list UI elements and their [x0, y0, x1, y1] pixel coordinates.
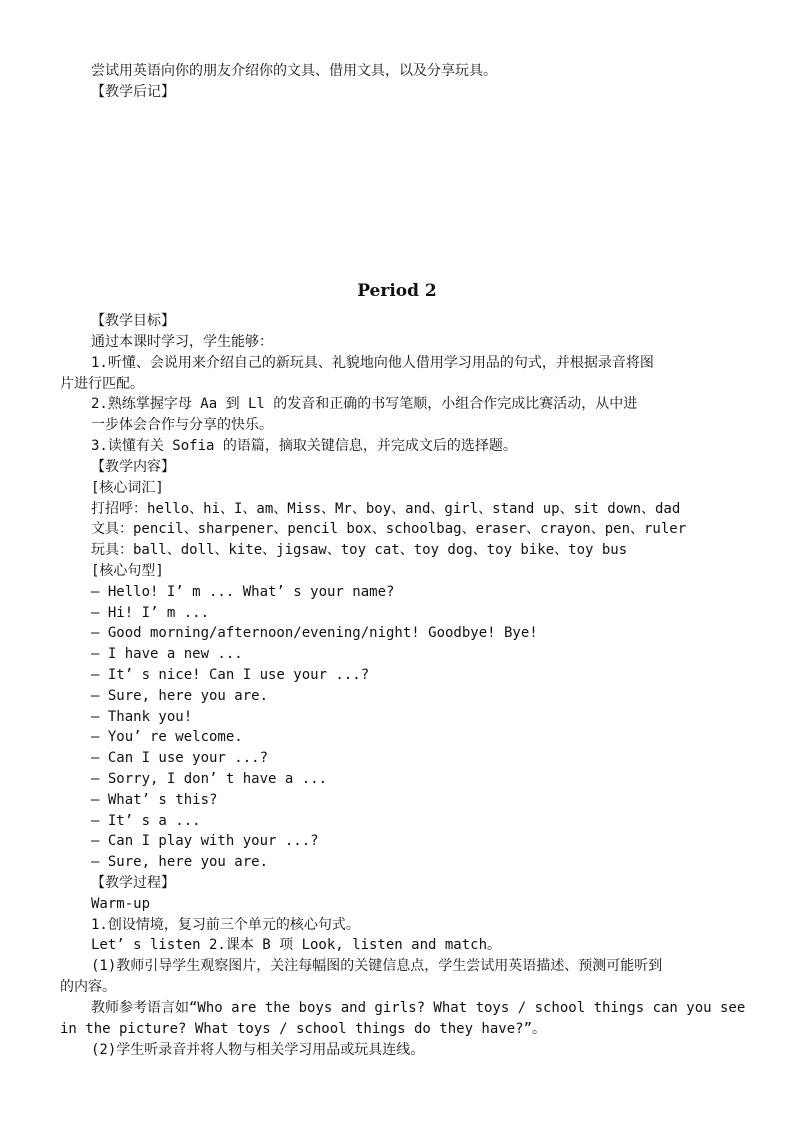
vocab-greetings: 打招呼：hello、hi、I、am、Miss、Mr、boy、and、girl、stand up、sit down、dad: [91, 501, 681, 517]
process-step-2: Let’ s listen 2.课本 B 项 Look, listen and match。: [91, 937, 502, 953]
objective-2-line-2: 一步体会合作与分享的快乐。: [91, 417, 273, 433]
reference-language-line-2: in the picture? What toys / school things do they have?”。: [60, 1021, 547, 1037]
notes-heading: 【教学后记】: [91, 84, 175, 100]
process-sub-1-line-1: (1)教师引导学生观察图片，关注每幅图的关键信息点，学生尝试用英语描述、预测可能听到: [91, 958, 663, 974]
reference-language-line-1: 教师参考语言如“Who are the boys and girls? What toys / school things can you see: [91, 1000, 746, 1016]
intro-text: 尝试用英语向你的朋友介绍你的文具、借用文具，以及分享玩具。: [91, 63, 497, 79]
process-step-1: 1.创设情境，复习前三个单元的核心句式。: [91, 917, 360, 933]
sentence-line: — Thank you!: [91, 709, 193, 725]
vocab-heading: [核心词汇]: [91, 480, 164, 496]
sentence-line: — Can I play with your ...?: [91, 833, 319, 849]
sentence-line: — Sure, here you are.: [91, 854, 269, 870]
objective-1-line-2: 片进行匹配。: [60, 376, 144, 392]
sentences-heading: [核心句型]: [91, 563, 164, 579]
sentence-line: — Can I use your ...?: [91, 750, 269, 766]
sentence-line: — You’ re welcome.: [91, 729, 243, 745]
sentence-line: — Good morning/afternoon/evening/night! Goodbye! Bye!: [91, 625, 538, 641]
objective-3: 3.读懂有关 Sofia 的语篇，摘取关键信息，并完成文后的选择题。: [91, 438, 517, 454]
sentence-line: — Sure, here you are.: [91, 688, 269, 704]
sentence-line: — Sorry, I don’ t have a ...: [91, 771, 328, 787]
vocab-toys: 玩具：ball、doll、kite、jigsaw、toy cat、toy dog、toy bike、toy bus: [91, 542, 628, 558]
sentence-line: — It’ s a ...: [91, 813, 201, 829]
objectives-heading: 【教学目标】: [91, 313, 175, 329]
vocab-stationery: 文具：pencil、sharpener、pencil box、schoolbag、eraser、crayon、pen、ruler: [91, 521, 687, 537]
process-sub-2: (2)学生听录音并将人物与相关学习用品或玩具连线。: [91, 1042, 425, 1058]
sentence-line: — It’ s nice! Can I use your ...?: [91, 667, 370, 683]
warmup-label: Warm-up: [91, 896, 151, 912]
process-heading: 【教学过程】: [91, 875, 175, 891]
sentence-line: — I have a new ...: [91, 646, 243, 662]
sentence-line: — Hello! I’ m ... What’ s your name?: [91, 584, 395, 600]
period-title: Period 2: [357, 281, 437, 301]
objective-2-line-1: 2.熟练掌握字母 Aa 到 Ll 的发音和正确的书写笔顺，小组合作完成比赛活动，从中进: [91, 396, 638, 412]
objectives-lead: 通过本课时学习，学生能够：: [91, 334, 273, 350]
process-sub-1-line-2: 的内容。: [60, 979, 116, 995]
content-heading: 【教学内容】: [91, 459, 175, 475]
sentence-line: — What’ s this?: [91, 792, 218, 808]
objective-1-line-1: 1.听懂、会说用来介绍自己的新玩具、礼貌地向他人借用学习用品的句式，并根据录音将图: [91, 355, 654, 371]
sentence-line: — Hi! I’ m ...: [91, 605, 210, 621]
